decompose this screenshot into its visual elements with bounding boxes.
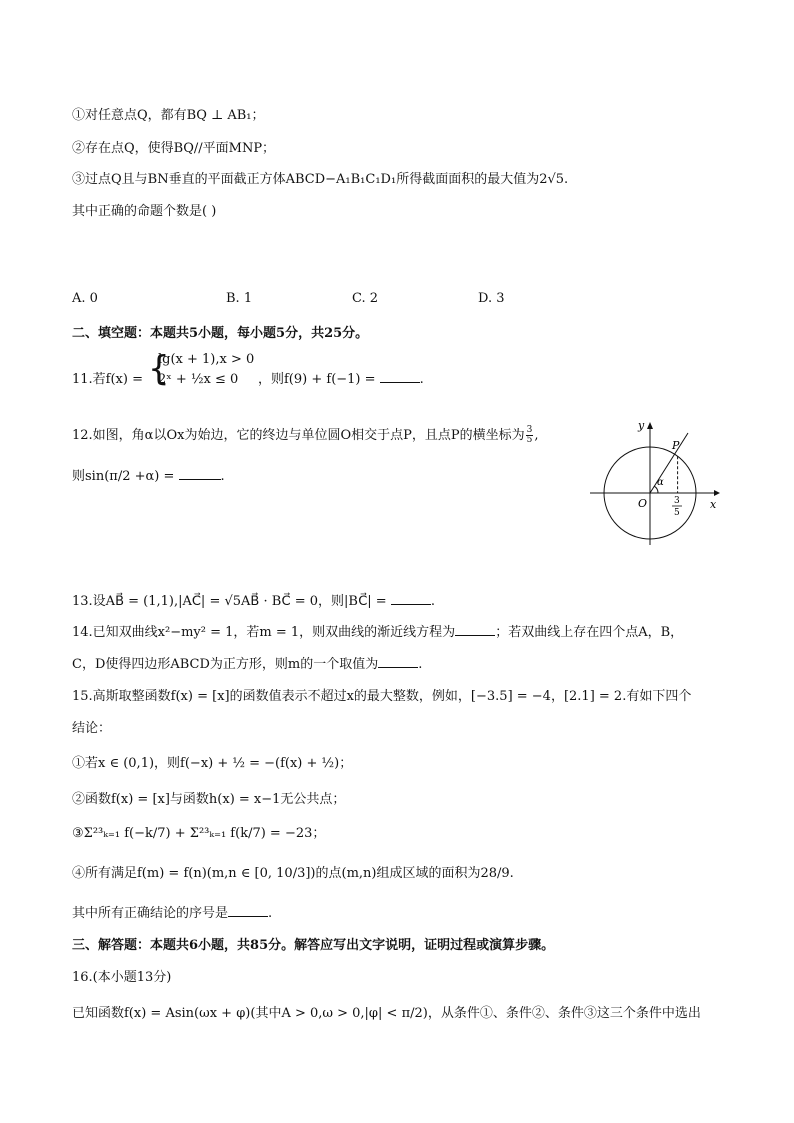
statement-3: ③过点Q且与BN垂直的平面截正方体ABCD−A₁B₁C₁D₁所得截面面积的最大值为2√5. [72,172,569,187]
label-y: y [638,419,645,432]
question-16-text: 已知函数f(x) = Asin(ωx + φ)(其中A > 0,ω > 0,|φ| < π/2)，从条件①、条件②、条件③这三个条件中选出 [72,1006,701,1021]
unit-circle-figure [586,415,726,550]
statement-2: ②存在点Q，使得BQ//平面MNP； [72,141,276,156]
question-12-line-2: 则sin(π/2 +α) = . [72,469,225,484]
question-13: 13.设AB⃗ = (1,1),|AC⃗| = √5AB⃗ · BC⃗ = 0，则|BC⃗| = . [72,594,435,609]
piece-2: 2ˣ + ½x ≤ 0 [158,372,239,387]
section-3-heading: 三、解答题：本题共6小题，共85分。解答应写出文字说明，证明过程或演算步骤。 [72,938,555,953]
question-10-prompt: 其中正确的命题个数是( ) [72,204,217,219]
piece-1: lg(x + 1),x > 0 [158,352,255,367]
question-12-text: 12.如图，角α以Ox为始边，它的终边与单位圆O相交于点P，且点P的横坐标为 [72,428,525,443]
y-axis-arrow [647,422,653,429]
statement-1: ①对任意点Q，都有BQ ⊥ AB₁； [72,108,265,123]
fraction-3-5 [526,426,534,445]
question-12-line-1: 12.如图，角α以Ox为始边，它的终边与单位圆O相交于点P，且点P的横坐标为 $\frac{3}{5}$ , [72,425,539,445]
question-13-text: 13.设AB⃗ = (1,1),|AC⃗| = √5AB⃗ · BC⃗ = 0，则|BC⃗| = [72,594,387,609]
label-num: 3 [674,496,680,506]
terminal-side [650,433,688,493]
question-16-heading: 16.(本小题13分) [72,970,172,985]
conclusion-1: ①若x ∈ (0,1)，则f(−x) + ½ = −(f(x) + ½)； [72,756,353,771]
x-axis-arrow [714,490,720,496]
conclusion-3: ③Σ²³ₖ₌₁ f(−k/7) + Σ²³ₖ₌₁ f(k/7) = −23； [72,826,326,841]
question-12-expression: π/2 +α) = [109,469,175,484]
label-o: O [638,497,648,510]
question-15-line-2: 结论： [72,721,112,736]
fraction-denominator: 5 [526,435,533,445]
question-15-line-1: 15.高斯取整函数f(x) = [x]的函数值表示不超过x的最大整数，例如，[−3.5] = −4，[2.1] = 2.有如下四个 [72,689,692,704]
answer-blank-11[interactable] [380,381,420,383]
option-d: D. 3 [478,291,505,306]
label-p: P [672,439,680,452]
section-2-heading: 二、填空题：本题共5小题，每小题5分，共25分。 [72,326,369,341]
option-c: C. 2 [352,291,379,306]
question-15-end: 其中所有正确结论的序号是 . [72,906,273,921]
question-11-suffix: ，则f(9) + f(−1) = . [258,372,424,387]
label-den: 5 [674,508,680,518]
answer-blank-14b[interactable] [378,666,418,668]
conclusion-2: ②函数f(x) = [x]与函数h(x) = x−1无公共点； [72,792,346,807]
piecewise-brace: { [148,349,170,389]
question-12-sin: 则sin( [72,469,110,484]
question-14-line-2: C，D使得四边形ABCD为正方形，则m的一个取值为 . [72,657,423,672]
conclusion-4: ④所有满足f(m) = f(n)(m,n ∈ [0, 10/3])的点(m,n)组成区域的面积为28/9. [72,866,514,881]
question-15-end-text: 其中所有正确结论的序号是 [72,906,229,921]
label-alpha: α [657,477,664,488]
fraction-numerator: 3 [526,425,533,435]
option-b: B. 1 [226,291,253,306]
question-14-text-1b: ；若双曲线上存在四个点A，B， [495,625,684,640]
answer-blank-15[interactable] [228,915,268,917]
question-14-line-1 [72,621,683,640]
answer-blank-14a[interactable] [455,634,495,636]
question-11-suffix-text: ，则f(9) + f(−1) = [258,372,376,387]
question-14-text-2: C，D使得四边形ABCD为正方形，则m的一个取值为 [72,657,379,672]
answer-blank-13[interactable] [391,603,431,605]
option-a: A. 0 [72,291,98,306]
question-14-text-1: 14.已知双曲线x²−my² = 1，若m = 1，则双曲线的渐近线方程为 [72,625,456,640]
label-x: x [710,498,717,511]
answer-blank-12[interactable] [179,478,221,480]
question-11-prefix: 11.若f(x) = [72,372,143,387]
